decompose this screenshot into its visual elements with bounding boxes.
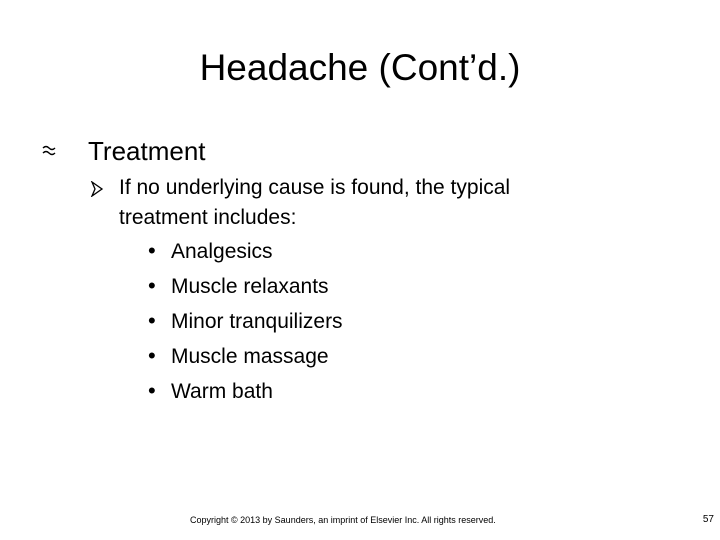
list-item-text: Warm bath	[171, 380, 273, 403]
level2-text: If no underlying cause is found, the typical treatment includes:	[119, 176, 511, 229]
treatment-list	[40, 235, 680, 410]
level1-text: Treatment	[88, 136, 206, 166]
content-area	[40, 133, 680, 410]
bullet-dot-icon: •	[148, 378, 156, 403]
bullet-dot-icon: •	[148, 308, 156, 333]
arrowhead-bullet-icon	[90, 173, 119, 208]
list-item	[148, 375, 680, 410]
page-number: 57	[702, 514, 714, 525]
list-item-text: Minor tranquilizers	[171, 310, 343, 333]
bullet-dot-icon: •	[148, 273, 156, 298]
list-item-text: Muscle massage	[171, 345, 329, 368]
list-item-text: Muscle relaxants	[171, 275, 329, 298]
list-item	[148, 235, 680, 270]
level1-bullet-item	[40, 133, 680, 169]
watermark-design-icon	[40, 133, 88, 169]
list-item	[148, 340, 680, 375]
copyright-footer: Copyright © 2013 by Saunders, an imprint of Elsevier Inc. All rights reserved.	[190, 515, 496, 525]
bullet-dot-icon: •	[148, 238, 156, 263]
slide-title: Headache (Cont’d.)	[199, 47, 521, 88]
bullet-dot-icon: •	[148, 343, 156, 368]
list-item	[148, 270, 680, 305]
list-item	[148, 305, 680, 340]
list-item-text: Analgesics	[171, 240, 273, 263]
level2-bullet-item	[90, 173, 680, 233]
